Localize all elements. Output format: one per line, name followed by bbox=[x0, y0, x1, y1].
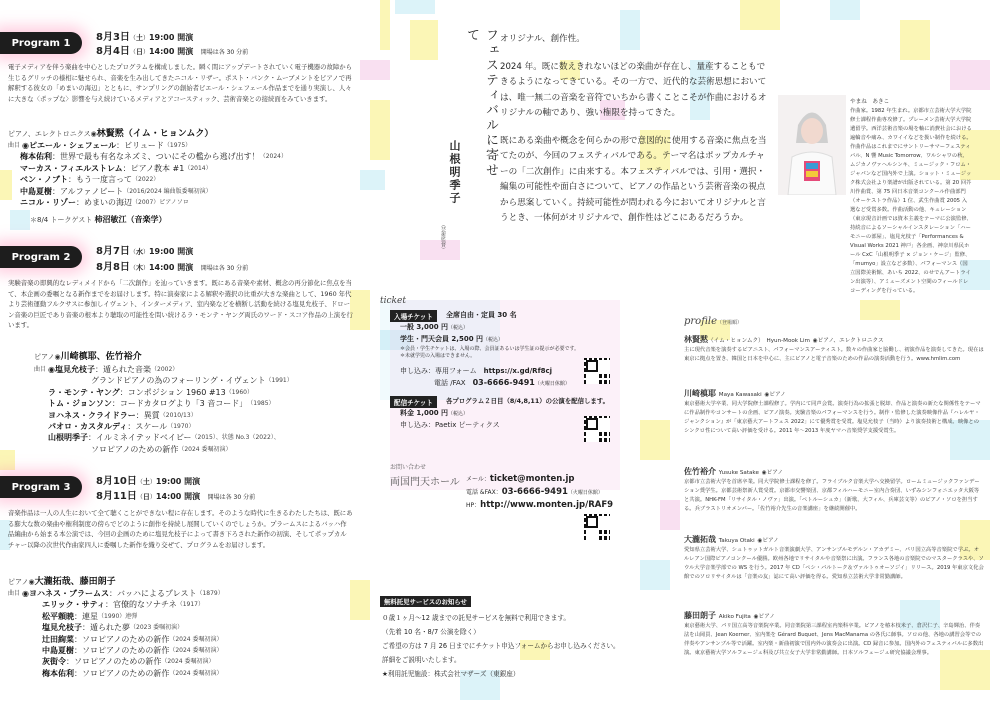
essay-author-note: （芸術監督） bbox=[440, 222, 446, 252]
contact-mail[interactable]: メール：ticket@monten.jp bbox=[466, 474, 575, 484]
program-1-date-1: 8月3日（土）19:00 開演 bbox=[96, 32, 194, 43]
work-item: 中島夏樹 ：アルファノビート （2016/2024 編曲版委嘱初演） bbox=[20, 186, 212, 196]
artist-portrait-icon bbox=[778, 95, 846, 195]
work-item: ニコル・リゾー ：めまいの海辺 （2007）ピアノソロ bbox=[20, 198, 189, 208]
work-item: 曲目 ◉ ピエール・シェフェール ：ビリュード （1975） bbox=[8, 141, 192, 150]
ticket-heading: ticket bbox=[380, 296, 406, 306]
program-2-date-1: 8月7日（水）19:00 開演 bbox=[96, 246, 194, 257]
artist-profile: やまね あきこ 作曲家。1982 年生まれ。京都市立芸術大学大学院修士課程作曲専攻修了。プレーメン芸術大学大学院遺留学。西洋芸術音楽の場を軸に消費社会における遍輪音や痛み、カワイイなどを扱い制作を続ける。作曲作品はこれまでにサントリーサマーフェスティバル、N 響 Music Tomorrow、ワルシャワの秋、ムジカノヴァヘルシンキ、ミュージック・フロム・ジャパンなど国内外で上演。ショット・ミュージック株式会社より楽譜が出版されている。第 20 回芥川作曲賞、第 75 回日本音楽コンクール作曲部門（オーケストラ作品）1 位、武生作曲賞 2005 入選など受賞多数。作曲活動の他、キュレーション（東京現音計画では資本主義をテーマに公演監修、持続音によるソーシャルインスタレーション「ハーモニーの部屋」、塩見允枝子「Performances & Visual Works 2021 神戸」各企画、神奈川県民ホール CxC「山根明季子 × ジョン・ケージ」監修、「mumyo」設立など多数）、パフォーマンス（国立国際美術館、あいち 2022、のせでんアートライン出演等）、アミューズメント空間のフィールドレコーディングを行っている。 bbox=[850, 99, 972, 294]
profile-text: 主に現代音楽を演奏するピアニスト、パフォーマンスアーティスト。数々の作曲家と協働し、初演作品を演奏してきた。現在は東京に拠点を置き、韓国と日本を中心に、主にピアノと電子音楽のための作品の演奏活動を行う。www.hmlim.com bbox=[684, 347, 984, 362]
profile-name: 佐竹裕介 Yusuke Satake ◉ピアノ bbox=[684, 467, 783, 476]
work-item: 松平頼暁 ：連星 （1990）連弾 bbox=[42, 611, 138, 621]
essay-title: フェスティバルに寄せて bbox=[464, 28, 498, 178]
essay-paragraph: オリジナル、創作性。 bbox=[500, 34, 585, 44]
program-2-description: 実験音楽の即興的なレディメイドから「二次創作」を辿っていきます。既にある音楽や素材、概念の再分節化に焦点を当て、本企画の委嘱となる新作までをお届けします。特に演奏家による解釈や選択の比重が大きな楽曲として、1960 年代より芸術運動フルクサスに参加しイヴェント、インターメディア、室内楽などを横断し活動を続ける塩見允枝子、ドローン音楽の巨匠であり音楽の根本より聴取の可能性を問い続けるラ・モンテ・ヤング両氏のワード・スコア作品の上演を行います。 bbox=[8, 279, 353, 329]
program-3-date-1: 8月10日（土）19:00 開演 bbox=[96, 476, 201, 487]
work-item: ヨハネス・クライドラー ：異質 （2010/13） bbox=[48, 410, 197, 420]
program-1-description: 電子メディアを伴う楽曲を中心としたプログラムを構成しました。瞬く間にアップデートされていく電子機器の故障から生じるグリッチの様相に魅せられ、音楽を生み出してきたニコル・リザー。ポスト・バンク・ムーブメントをピアノで再解釈する彼女の「めまいの海辺」とともに、サンプリングの創始者ピエール・シェフェール作品までを通り実演し、人々に大きな〈ポップな〉影響を与え続けているメディアとアコースティック、芸術音楽との接続面をみていきます。 bbox=[8, 63, 353, 103]
work-item: 灰街令 ：ソロピアノのための新作 （2024 委嘱初演） bbox=[42, 657, 215, 667]
program-1-label: Program 1 bbox=[0, 32, 82, 54]
profile-name: 藤田朗子 Akiko Fujita ◉ピアノ bbox=[684, 611, 775, 620]
entry-ticket-note: 全席自由・定員 30 名 bbox=[446, 311, 517, 319]
work-item: 塩見允枝子 ：遁られた夢 （2023 委嘱初演） bbox=[42, 623, 184, 633]
work-item: ラ・モンテ・ヤング ：コンポジション 1960 #13 （1960） bbox=[48, 387, 254, 397]
profile-name: 林賢黙（イム・ヒョンムク） Hyun-Mook Lim ◉ピアノ、エレクトロニクス bbox=[684, 335, 884, 344]
program-1-works bbox=[8, 140, 287, 208]
ticket-phone: 電話 /FAX 03-6666-9491（火曜日休館） bbox=[434, 378, 570, 387]
work-item: ソロピアノのための新作 （2024 委嘱初演） bbox=[91, 444, 232, 454]
student-price: 学生・門天会員 2,500 円（税込） bbox=[400, 335, 504, 343]
stream-ticket-note: 各プログラム２日目（8/4,8,11）の公演を配信します。 bbox=[446, 397, 610, 405]
work-item: 曲目 ◉ ヨハネス・ブラームス ：バッハによるプレスト （1879） bbox=[8, 589, 224, 598]
essay-author: 山根明季子 bbox=[448, 140, 461, 205]
childcare-line-1: ０歳１ヶ月〜12 歳までの託児サービスを無料で利用できます。 bbox=[382, 614, 570, 622]
contact-tel: 電話 &FAX：03-6666-9491（火曜日休館） bbox=[466, 487, 603, 497]
qr-code-contact-icon[interactable] bbox=[584, 514, 610, 540]
childcare-line-2: （先着 10 名・8/7 公演を除く） bbox=[382, 628, 480, 636]
qr-code-stream-icon[interactable] bbox=[584, 416, 610, 442]
childcare-heading: 無料託児サービスのお知らせ bbox=[380, 596, 471, 607]
work-item: トム・ジョンソン ：コードカタログより「3 音コード」 （1985） bbox=[48, 399, 275, 409]
contact-hp[interactable]: HP：http://www.monten.jp/RAF9 bbox=[466, 500, 614, 510]
profile-name: 川崎槙耶 Maya Kawasaki ◉ピアノ bbox=[684, 389, 786, 398]
program-3-works bbox=[8, 588, 224, 679]
work-item: 辻田絢菜 ：ソロピアノのための新作 （2024 委嘱初演） bbox=[42, 634, 223, 644]
stream-ticket-label: 配信チケット bbox=[390, 396, 437, 408]
profile-text: 東京藝術大学卒業、同大学院修士課程修了。学内にて同声会賞。演奏行為の拡張と脱却、作品と演奏の新たな関係性をテーマに作品制作やコンサートの企画、ピアノ演奏。実験音楽のパフォーマンスを行う。制作・監修した演奏映像作品『ハレルヤ・ジャンクション』が「東京藝大アートフェス 2022」にて優秀賞を受賞。塩見允枝子（当時）より演奏技術と構成、映像とのシンクロ性について高い評価を受ける。2011 年〜2013 年度ヤマハ音楽奨学支援受賞生。 bbox=[684, 401, 981, 434]
contact-label: お問い合わせ bbox=[390, 464, 427, 471]
general-price: 一般 3,000 円（税込） bbox=[400, 323, 469, 331]
stream-price: 料金 1,000 円（税込） bbox=[400, 409, 469, 417]
program-3-performer: ピアノ◉大瀧拓哉、藤田朗子 bbox=[8, 577, 116, 587]
member-note-2: ＊未就学児の入場はできません。 bbox=[400, 353, 476, 359]
childcare-line-4: 詳細をご説明いたします。 bbox=[382, 656, 461, 664]
work-item: マーカス・フィエルストレム ：ピアノ教本 #1 （2014） bbox=[20, 163, 212, 173]
program-1-performer: ピアノ、エレクトロニクス◉林賢黙（イム・ヒョンムク） bbox=[8, 129, 214, 139]
program-2-label: Program 2 bbox=[0, 246, 82, 268]
stream-apply-link[interactable]: 申し込み：Paetix ピーティクス bbox=[400, 421, 500, 429]
essay-paragraph: 既にある楽曲や概念を何らかの形で意図的に使用する音楽に焦点を当てたのが、今回のフェスティバルである。テーマ名はポップカルチャーの「二次創作」に由来する。本フェスティバルでは、引用・選択・編集の可能性や面白さについて、ピアノの作品という芸術音楽の視点から思案していく。持続可能性が問われる今においてオリジナルと言うとき、一体何がオリジナルで、創作性はどこにあるだろうか。 bbox=[500, 135, 767, 223]
profile-text: 東京藝術大学、パリ国立高等音楽院卒業。同音楽院第三課程室内楽科卒業。ピアノを椿本枝米子、倉沢仁子、辛島輝治、伴奏法を山岡買、Jean Koerner、室内楽を Gérard Buquet、Jens MacManama の各氏に師事。ソロの他、各地の講習会等での伴奏やアンサンブル等で活躍。室内楽・新曲初演で国内外の演奏会に出演。CD 録音に参加。国内外のフェスティバルに多数出演。東京藝術大学ソルフェージュ科及び共立女子大学非常勤講師。日本ソルフェージュ研究協議会理事。 bbox=[684, 623, 984, 656]
program-2-performer: ピアノ◉川崎槙耶、佐竹裕介 bbox=[34, 352, 142, 362]
childcare-line-3: ご希望の方は 7 月 26 日までにチケット申込フォームからお申し込みください。 bbox=[382, 642, 620, 650]
apply-form-link[interactable]: 申し込み：専用フォーム https://x.gd/Rf8cj bbox=[400, 367, 553, 375]
work-item: ベン・ノブト ：もう一度言って （2022） bbox=[20, 175, 160, 185]
program-3-description: 音楽作品は一人の人生において全て聴くことができない程に存在します。そのような時代に生きるわたしたちは、既にある膨大な数の楽曲や権利制度の傍らでどのように創作を持続し展開していくのでしょうか。プラームスによるバッハ作品編曲から始まる本公演では、今回の企画のために塩見允枝子によって書き下ろされた新作の初演、そしてポップカルチャー以降の次世代作曲家四人に委嘱した新作を織り交ぜて、プログラムをお届けします。 bbox=[8, 509, 353, 549]
program-2-date-2: 8月8日（木）14:00 開演 開場は各 30 分前 bbox=[96, 262, 249, 273]
program-3-date-2: 8月11日（日）14:00 開演 開場は各 30 分前 bbox=[96, 491, 256, 502]
venue-name: 両国門天ホール bbox=[390, 477, 460, 488]
work-item: エリック・サティ ：官僚的なソナチネ （1917） bbox=[42, 600, 205, 610]
qr-code-entry-icon[interactable] bbox=[584, 358, 610, 384]
essay-body bbox=[500, 32, 770, 239]
work-item: グランドピアノの為のフォーリング・イヴェント （1991） bbox=[91, 376, 293, 386]
work-item: 曲目 ◉ 塩見允枝子 ：遁られた音楽 （2002） bbox=[34, 365, 179, 374]
work-item: 梅本佑利 ：世界で最も有名なネズミ、ついにその檻から逃げ出す！ （2024） bbox=[20, 152, 287, 162]
work-item: 中島夏樹 ：ソロピアノのための新作 （2024 委嘱初演） bbox=[42, 646, 223, 656]
profile-text: 愛知県立芸術大学、シュトゥットガルト音楽演劇大学、アンサンブルモデルン・アカデミー、パリ国立高等音楽院で学ぶ。オルレアン国際ピアノコンクール優勝。欧州各地でリサイタルや音楽祭に出演。フランス各地の音楽院でのマスタークラスや、ソウル大学音楽学部での WS を行う。2017 年 CD「ペシ・バルトーク＆ヴァルトゥオーソジイ」リリース。2019 年東京文化会館でのソロリサイタルは「音楽の友」誌にて高い評価を得る。愛知県立芸術大学非常勤講師。 bbox=[684, 547, 984, 580]
entry-ticket-label: 入場チケット bbox=[390, 310, 437, 322]
profile-name: 大瀧拓哉 Takuya Otaki ◉ピアノ bbox=[684, 535, 779, 544]
childcare-line-5: ★利用託児施設：株式会社マザーズ（東銀座） bbox=[382, 670, 520, 678]
program-2-works bbox=[34, 364, 293, 455]
work-item: パオロ・カスタルディ ：スケール （1970） bbox=[48, 422, 195, 432]
work-item: 山根明季子 ：イルミネイテッドベイビー （2015）、状態 No.3（2022）、 bbox=[48, 433, 280, 443]
artist-photo bbox=[778, 95, 846, 195]
profile-heading: profile（登場順） bbox=[684, 316, 743, 327]
work-item: 梅本佑利 ：ソロピアノのための新作 （2024 委嘱初演） bbox=[42, 668, 223, 678]
program-1-talk-guest: ＊8/4 トークゲスト 柿沼敏江（音楽学） bbox=[30, 215, 167, 224]
essay-paragraph: 2024 年。既に数えきれないほどの楽曲が存在し、量産することもできるようになってきている。その一方で、近代的な芸術思想においては、唯一無二の音楽を音符でいちから書くことこそが作曲におけるオリジナルの軸であり、強い権限を持ってきた。 bbox=[500, 61, 767, 118]
program-1-date-2: 8月4日（日）14:00 開演 開場は各 30 分前 bbox=[96, 46, 249, 57]
member-note-1: ＊会員・学生チケットは、入場の際、会員証あるいは学生証の提示が必要です。 bbox=[400, 346, 580, 352]
profile-text: 京都市立芸術大学を首席卒業。同大学院修士課程を修了。フライブルク音楽大学へ交換留学。ロームミュージックファンデーション奨学生。京都芸術祭新人賞受賞。京都市交響楽団、京都フィルハーモニー室内合奏団、いずみシンフォニエッタ大阪等と共演。NHK-FM「リサイタル・ノヴァ」出演。「ペトルーシュカ」（新歌、大フィル、兵庫芸文等）のピアノ・ソロを担当する。兵ブラストリオメンバー。「佐竹裕介先生の音楽講座」を継続開催中。 bbox=[684, 479, 980, 512]
program-3-label: Program 3 bbox=[0, 476, 82, 498]
